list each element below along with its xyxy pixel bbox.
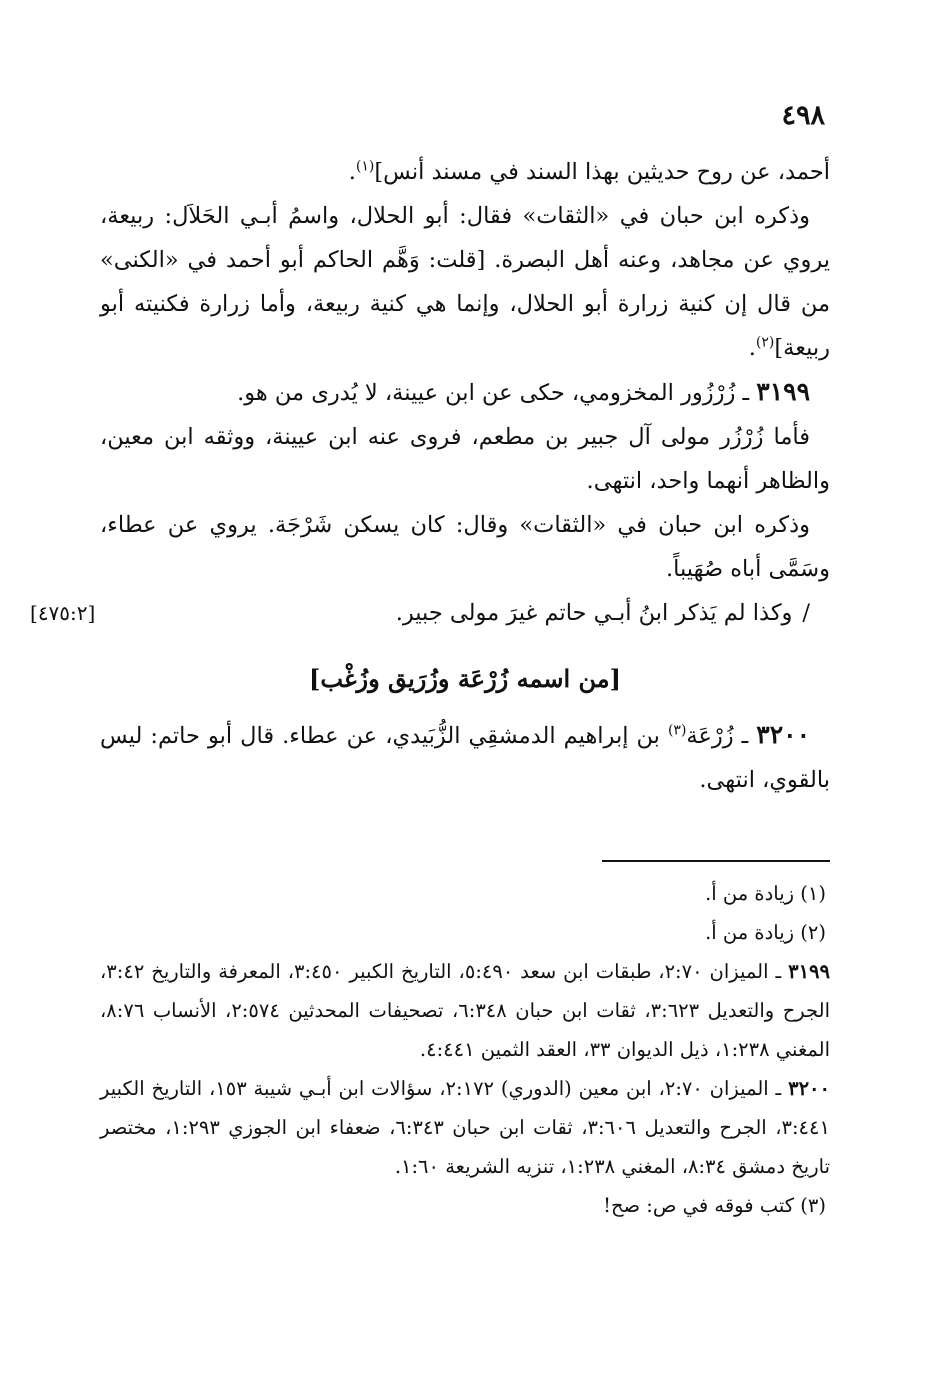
main-text — [30, 150, 830, 802]
paragraph-text: أحمد، عن روح حديثين بهذا السند في مسند أنس] — [374, 159, 830, 185]
entry-text: ـ زُرْعَة — [686, 723, 757, 749]
page-break-slash: / — [802, 600, 810, 626]
section-heading: [من اسمه زُرْعَة وزُرَيق وزُغْب] — [309, 664, 621, 693]
footnote-3: (٣) كتب فوقه في ص: صح! — [603, 1194, 826, 1217]
footnote-marker: (٢) — [755, 334, 775, 351]
sources-text: ـ الميزان ٢:٧٠، ابن معين (الدوري) ٢:١٧٢، سؤالات ابن أبـي شيبة ١٥٣، التاريخ الكبير ٣:٤٤١، الجرح والتعديل ٣:٦٠٦، ثقات ابن حبان ٦:٣٤٣، ضعفاء ابن الجوزي ١:٢٩٣، مختصر تاريخ دمشق ٨:٣٤، المغني ١:٢٣٨، تنزيه الشريعة ١:٦٠. — [100, 1077, 830, 1178]
paragraph-ibn-abi-hatim — [30, 591, 830, 635]
paragraph-end: . — [348, 159, 356, 185]
sources-3200 — [100, 1069, 830, 1186]
paragraph-continuation — [100, 150, 830, 194]
footnotes — [100, 874, 830, 1225]
page-number: ٤٩٨ — [781, 100, 825, 131]
paragraph-thiqat: وذكره ابن حبان في «الثقات» وقال: كان يسكن شَرْجَة. يروي عن عطاء، وسَمَّى أباه صُهَيباً. — [100, 512, 830, 582]
footnote-marker: (١) — [355, 158, 375, 175]
paragraph-ibn-hibban — [100, 194, 830, 370]
margin-page-reference: [٤٧٥:٢] — [30, 601, 96, 625]
paragraph-text: وذكره ابن حبان في «الثقات» فقال: أبو الحلال، واسمُ أبـي الحَلاَل: ربيعة، يروي عن مجاهد، وعنه أهل البصرة. [قلت: وَهَّم الحاكم أبو أحمد في «الكنى» من قال إن كنية زرارة أبو الحلال، وإنما هي كنية ربيعة، وأما زرارة فكنيته أبو ربيعة] — [100, 203, 830, 361]
entry-text: ـ زُرْزُور المخزومي، حكى عن ابن عيينة، لا يُدرى من هو. — [237, 380, 757, 406]
paragraph-zurzur: فأما زُرْزُر مولى آل جبير بن مطعم، فروى عنه ابن عيينة، ووثقه ابن معين، والظاهر أنهما واحد، انتهى. — [100, 424, 830, 494]
sources-entry-number: ٣٢٠٠ — [788, 1077, 830, 1100]
entry-3200 — [100, 713, 830, 802]
entry-number: ٣٢٠٠ — [756, 720, 810, 749]
footnote-2: (٢) زيادة من أ. — [705, 921, 826, 944]
entry-number: ٣١٩٩ — [756, 377, 810, 406]
paragraph-text: وكذا لم يَذكر ابنُ أبـي حاتم غيرَ مولى جبير. — [395, 600, 793, 626]
sources-text: ـ الميزان ٢:٧٠، طبقات ابن سعد ٥:٤٩٠، التاريخ الكبير ٣:٤٥٠، المعرفة والتاريخ ٣:٤٢، الجرح والتعديل ٣:٦٢٣، ثقات ابن حبان ٦:٣٤٨، تصحيفات المحدثين ٢:٥٧٤، الأنساب ٨:٧٦، المغني ١:٢٣٨، ذيل الديوان ٣٣، العقد الثمين ٤:٤٤١. — [100, 960, 830, 1061]
footnote-1: (١) زيادة من أ. — [705, 882, 826, 905]
footnote-separator — [602, 860, 830, 862]
sources-entry-number: ٣١٩٩ — [788, 960, 831, 983]
sources-3199 — [100, 952, 830, 1069]
footnote-marker: (٣) — [667, 722, 687, 739]
entry-text-continued: بن إبراهيم الدمشقِي الزُّبَيدي، عن عطاء. قال أبو حاتم: ليس بالقوي، انتهى. — [100, 723, 830, 793]
paragraph-end: . — [748, 335, 756, 361]
entry-3199 — [100, 370, 830, 415]
